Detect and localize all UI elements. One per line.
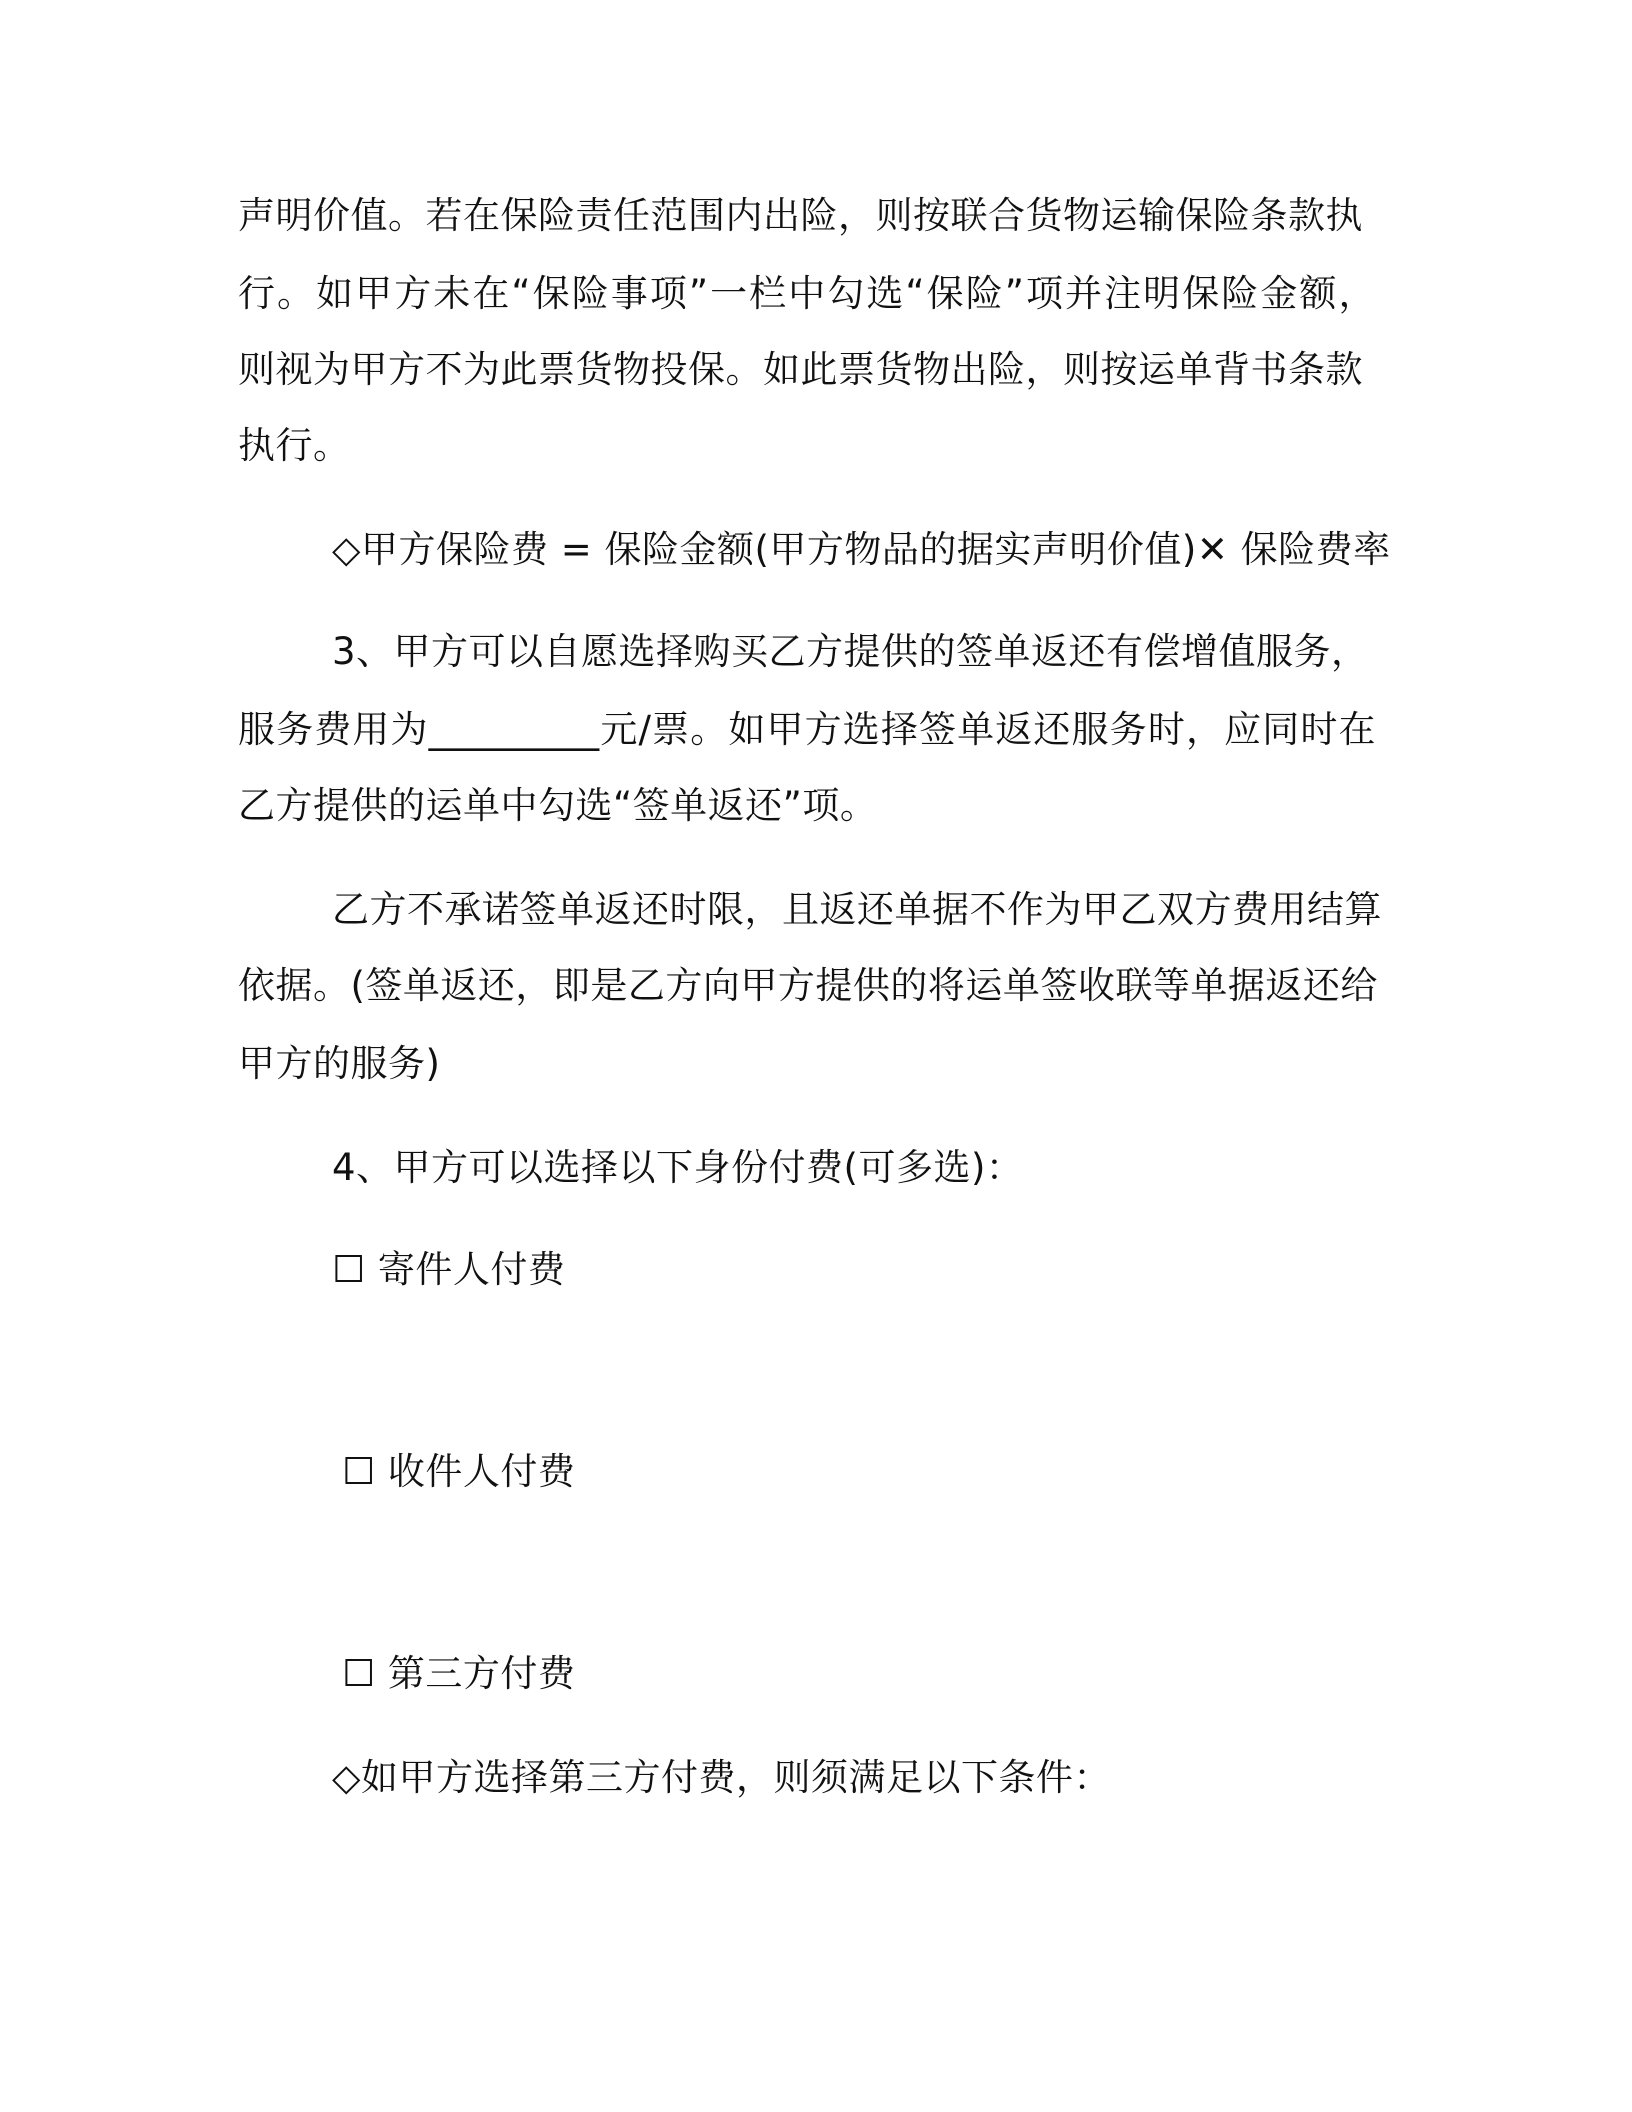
- paragraph-line: 执行。: [238, 424, 351, 467]
- note-line: 乙方不承诺签单返还时限，且返还单据不作为甲乙双方费用结算: [332, 888, 1382, 931]
- clause-3-line: 服务费用为_________元/票。如甲方选择签单返还服务时，应同时在: [238, 708, 1376, 751]
- clause-4: 4、甲方可以选择以下身份付费(可多选)：: [332, 1146, 1024, 1189]
- note-line: 依据。(签单返还，即是乙方向甲方提供的将运单签收联等单据返还给: [238, 964, 1378, 1007]
- note-line: 甲方的服务): [238, 1042, 441, 1085]
- insurance-formula: ◇甲方保险费 = 保险金额(甲方物品的据实声明价值)✕ 保险费率: [332, 528, 1391, 571]
- payment-option-recipient[interactable]: ☐ 收件人付费: [342, 1450, 576, 1493]
- payment-option-sender[interactable]: ☐ 寄件人付费: [332, 1248, 566, 1291]
- third-party-condition: ◇如甲方选择第三方付费，则须满足以下条件：: [332, 1756, 1111, 1799]
- paragraph-line: 则视为甲方不为此票货物投保。如此票货物出险，则按运单背书条款: [238, 348, 1363, 391]
- clause-3-line: 3、甲方可以自愿选择购买乙方提供的签单返还有偿增值服务，: [332, 630, 1369, 673]
- payment-option-third-party[interactable]: ☐ 第三方付费: [342, 1652, 576, 1695]
- clause-3-line: 乙方提供的运单中勾选“签单返还”项。: [238, 784, 878, 827]
- paragraph-line: 行。如甲方未在“保险事项”一栏中勾选“保险”项并注明保险金额，: [238, 272, 1376, 315]
- paragraph-line: 声明价值。若在保险责任范围内出险，则按联合货物运输保险条款执: [238, 194, 1363, 237]
